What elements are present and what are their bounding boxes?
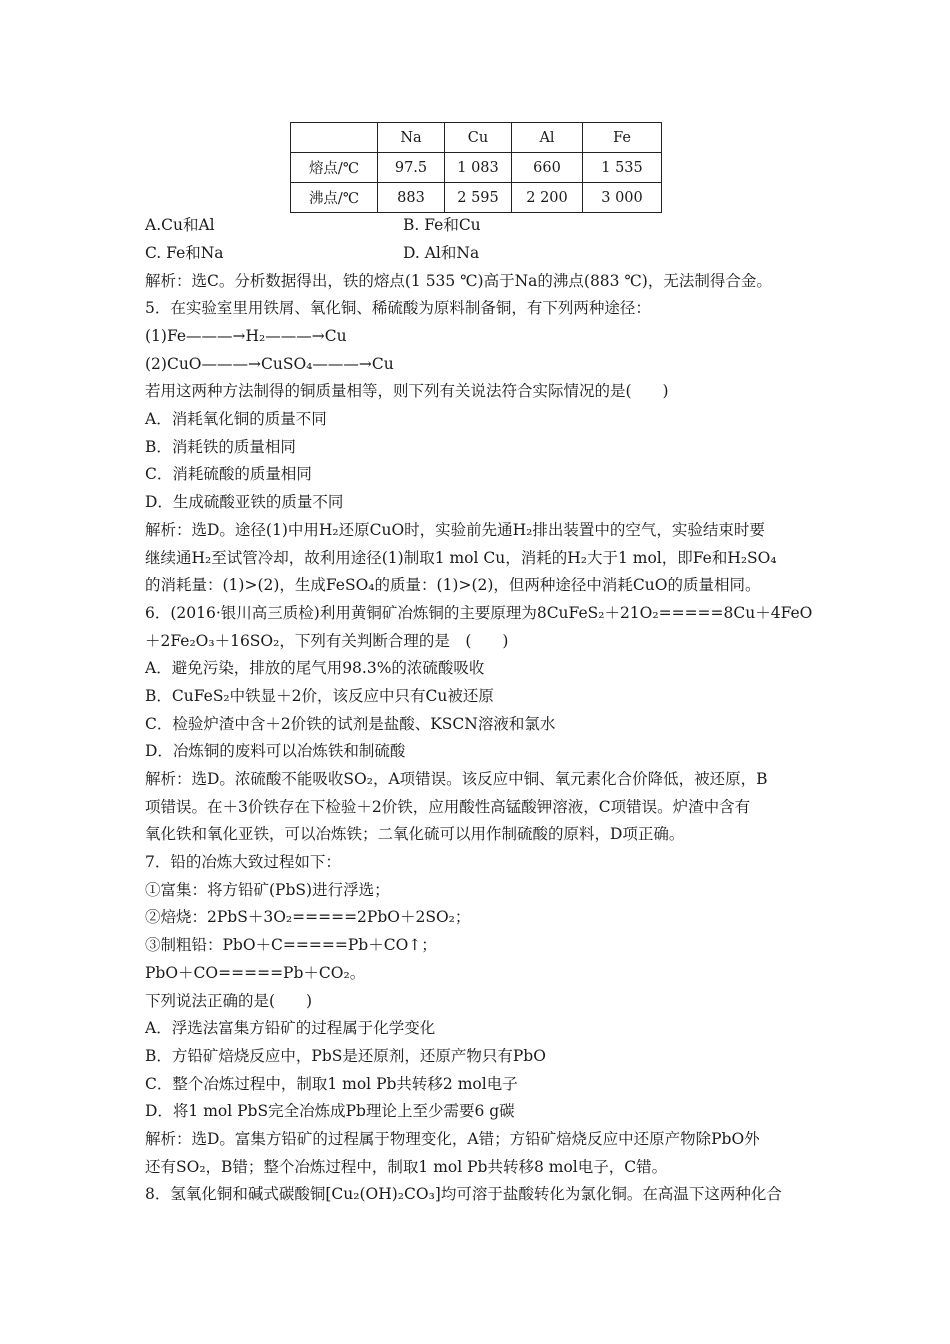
table-header-cell: Al [512,123,583,153]
option-a-q6: A．避免污染，排放的尾气用98.3%的浓硫酸吸收 [145,659,485,677]
step-3: ③制粗铅：PbO＋C=====Pb＋CO↑； [145,936,437,954]
table-cell: 660 [512,153,583,183]
analysis-q7: 还有SO₂，B错；整个冶炼过程中，制取1 mol Pb共转移8 mol电子，C错。 [145,1158,668,1176]
option-c-q4: C. Fe和Na [145,244,224,262]
table-header-cell [291,123,378,153]
analysis-q5: 解析：选D。途径(1)中用H₂还原CuO时，实验前先通H₂排出装置中的空气，实验结束时要 [145,521,765,539]
table-row [291,183,662,213]
option-d-q6: D．冶炼铜的废料可以冶炼铁和制硫酸 [145,742,406,760]
table-cell: 97.5 [378,153,445,183]
table-cell: 3 000 [583,183,662,213]
table-header-row [291,123,662,153]
question-6: 6．(2016·银川高三质检)利用黄铜矿冶炼铜的主要原理为8CuFeS₂＋21O₂=====8Cu＋4FeO [145,604,813,622]
option-c-q5: C．消耗硫酸的质量相同 [145,465,312,483]
option-b-q7: B．方铅矿焙烧反应中，PbS是还原剂，还原产物只有PbO [145,1047,546,1065]
question-7: 7．铅的冶炼大致过程如下： [145,853,341,871]
analysis-q7: 解析：选D。富集方铅矿的过程属于物理变化，A错；方铅矿焙烧反应中还原产物除PbO外 [145,1130,760,1148]
option-d-q4: D. Al和Na [403,244,480,262]
route-1: (1)Fe———→H₂———→Cu [145,327,347,345]
option-a-q5: A．消耗氧化铜的质量不同 [145,410,327,428]
question-6: ＋2Fe₂O₃＋16SO₂，下列有关判断合理的是 ( ) [145,632,509,650]
metal-properties-table [290,122,662,213]
analysis-q6: 项错误。在＋3价铁存在下检验＋2价铁，应用酸性高锰酸钾溶液，C项错误。炉渣中含有 [145,798,751,816]
table-cell: 熔点/℃ [291,153,378,183]
question-5-stem: 若用这两种方法制得的铜质量相等，则下列有关说法符合实际情况的是( ) [145,382,669,400]
route-2: (2)CuO———→CuSO₄———→Cu [145,355,394,373]
question-8: 8．氢氧化铜和碱式碳酸铜[Cu₂(OH)₂CO₃]均可溶于盐酸转化为氯化铜。在高温下这两种化合 [145,1185,782,1203]
option-b-q4: B. Fe和Cu [403,216,481,234]
option-d-q7: D．将1 mol PbS完全冶炼成Pb理论上至少需要6 g碳 [145,1102,515,1120]
table-header-cell: Fe [583,123,662,153]
table-cell: 883 [378,183,445,213]
table-cell: 2 200 [512,183,583,213]
table-cell: 1 083 [445,153,512,183]
option-c-q6: C．检验炉渣中含＋2价铁的试剂是盐酸、KSCN溶液和氯水 [145,715,556,733]
step-2: ②焙烧：2PbS＋3O₂=====2PbO＋2SO₂； [145,908,471,926]
table-header-cell: Cu [445,123,512,153]
option-d-q5: D．生成硫酸亚铁的质量不同 [145,493,344,511]
analysis-q5: 继续通H₂至试管冷却，故利用途径(1)制取1 mol Cu，消耗的H₂大于1 mol，即Fe和H₂SO₄ [145,549,777,567]
analysis-q6: 解析：选D。浓硫酸不能吸收SO₂，A项错误。该反应中铜、氧元素化合价降低，被还原，B [145,770,768,788]
analysis-q6: 氧化铁和氧化亚铁，可以冶炼铁；二氧化硫可以用作制硫酸的原料，D项正确。 [145,825,685,843]
analysis-q4: 解析：选C。分析数据得出，铁的熔点(1 535 ℃)高于Na的沸点(883 ℃)，无法制得合金。 [145,272,772,290]
table-cell: 1 535 [583,153,662,183]
option-a-q4: A.Cu和Al [145,216,215,234]
option-c-q7: C．整个冶炼过程中，制取1 mol Pb共转移2 mol电子 [145,1075,518,1093]
table-cell: 2 595 [445,183,512,213]
table-header-cell: Na [378,123,445,153]
option-b-q6: B．CuFeS₂中铁显＋2价，该反应中只有Cu被还原 [145,687,494,705]
option-b-q5: B．消耗铁的质量相同 [145,438,296,456]
question-5: 5．在实验室里用铁屑、氧化铜、稀硫酸为原料制备铜，有下列两种途径： [145,299,651,317]
analysis-q5: 的消耗量：(1)>(2)，生成FeSO₄的质量：(1)>(2)，但两种途径中消耗CuO的质量相同。 [145,576,761,594]
table-row [291,153,662,183]
step-1: ①富集：将方铅矿(PbS)进行浮选； [145,881,390,899]
question-7-stem: 下列说法正确的是( ) [145,992,313,1010]
option-a-q7: A．浮选法富集方铅矿的过程属于化学变化 [145,1019,436,1037]
table-cell: 沸点/℃ [291,183,378,213]
step-3-cont: PbO＋CO=====Pb＋CO₂。 [145,964,366,982]
